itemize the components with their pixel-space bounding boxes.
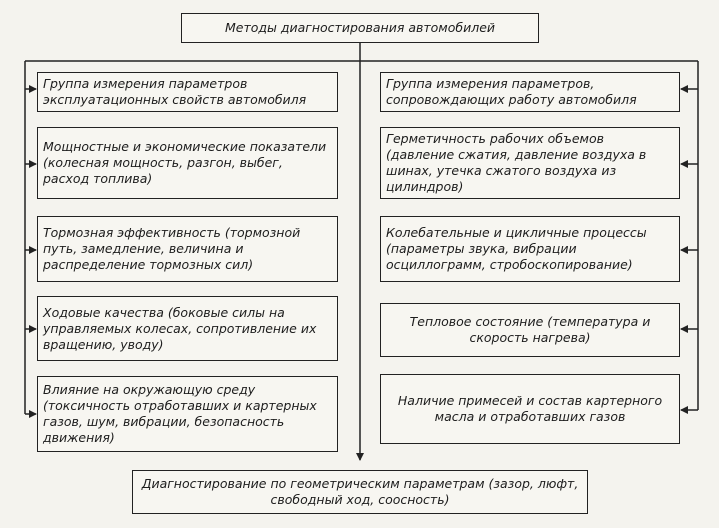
left-item-3-text: Ходовые качества (боковые силы на управляемых колесах, сопротивление их вращению, уводу) — [43, 304, 317, 352]
right-item-1-text: Герметичность рабочих объемов (давление сжатия, давление воздуха в шинах, утечка сжатого воздуха из цилиндров) — [386, 131, 647, 194]
left-group-header — [37, 72, 338, 112]
left-item-2 — [37, 216, 338, 282]
right-item-1 — [380, 127, 680, 199]
left-item-1 — [37, 127, 338, 199]
bottom-box — [132, 470, 588, 514]
right-group-header — [380, 72, 680, 112]
left-group-header-text: Группа измерения параметров эксплуатационных свойств автомобиля — [43, 76, 307, 107]
diagram-title: Методы диагностирования автомобилей — [224, 20, 496, 35]
diagram-title-box — [181, 13, 539, 43]
right-item-3 — [380, 303, 680, 357]
left-item-4-text: Влияние на окружающую среду (токсичность отработавших и картерных газов, шум, вибрации, безопасность движения) — [43, 382, 317, 445]
left-item-4 — [37, 376, 338, 452]
left-item-2-text: Тормозная эффективность (тормозной путь, замедление, величина и распределение тормозных сил) — [43, 225, 301, 272]
right-item-4 — [380, 374, 680, 444]
left-item-1-text: Мощностные и экономические показатели (колесная мощность, разгон, выбег, расход топлива) — [43, 139, 327, 186]
right-item-4-text: Наличие примесей и состав картерного масла и отработавших газов — [397, 393, 663, 424]
bottom-box-text: Диагностирование по геометрическим параметрам (зазор, люфт, свободный ход, соосность) — [141, 476, 579, 507]
left-item-3 — [37, 296, 338, 361]
right-item-2-text: Колебательные и цикличные процессы (параметры звука, вибрации осциллограмм, стробоскопирование) — [386, 225, 647, 272]
right-item-3-text: Тепловое состояние (температура и скорость нагрева) — [409, 314, 651, 345]
right-group-header-text: Группа измерения параметров, сопровождающих работу автомобиля — [386, 76, 637, 107]
right-item-2 — [380, 216, 680, 282]
